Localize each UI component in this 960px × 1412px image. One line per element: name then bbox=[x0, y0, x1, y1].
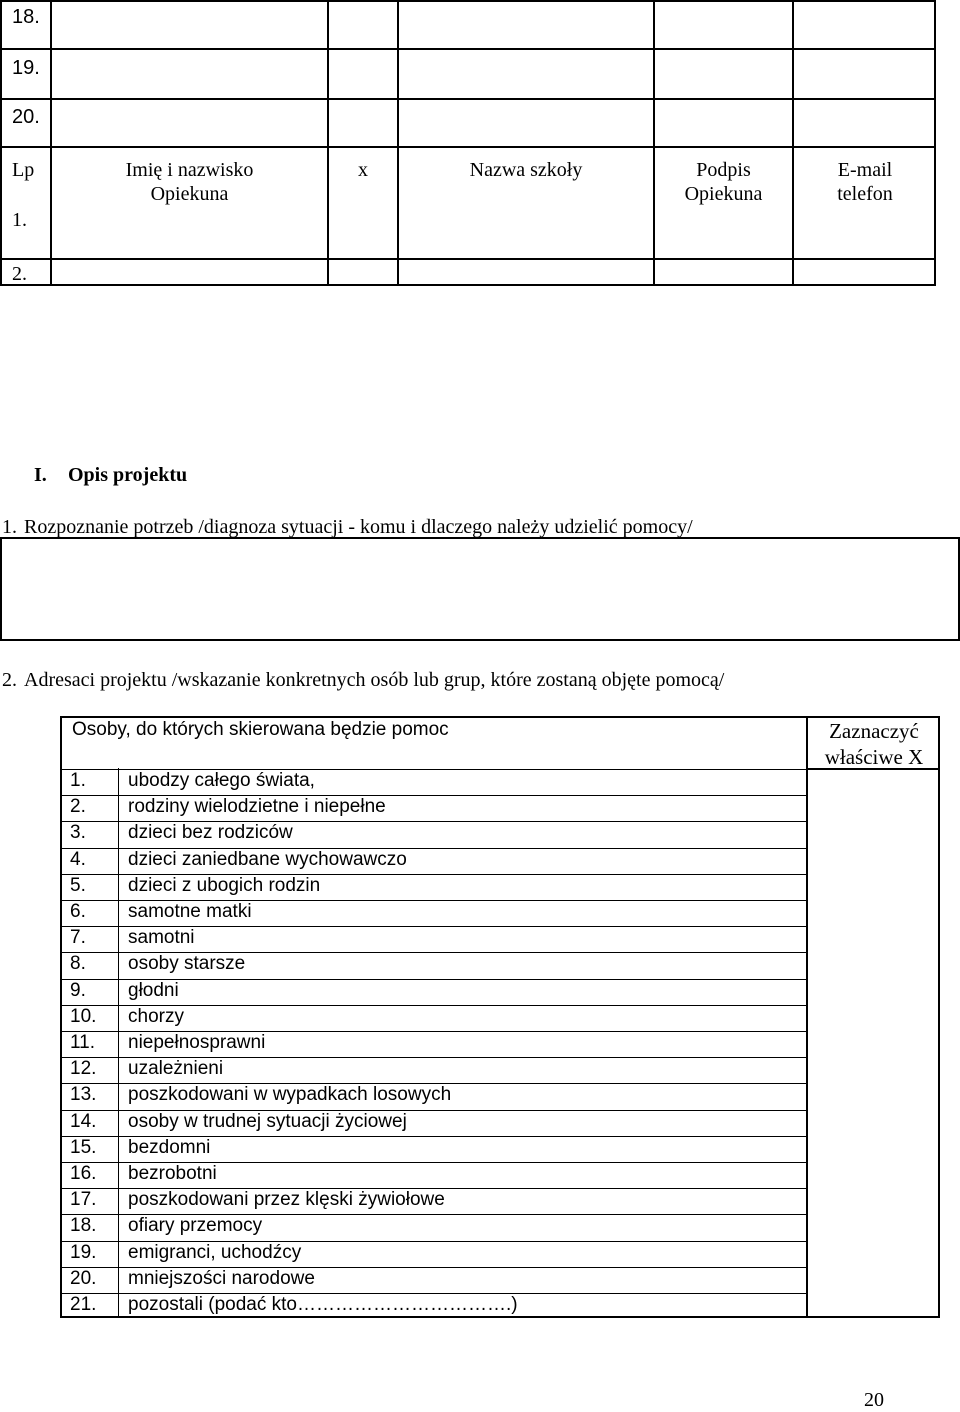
diagnosis-textbox[interactable] bbox=[0, 537, 960, 641]
table-rule bbox=[397, 0, 399, 286]
mark-header-line: właściwe X bbox=[824, 745, 924, 769]
list-item-number: 2. bbox=[70, 796, 86, 818]
list-item-label: uzależnieni bbox=[128, 1058, 224, 1080]
participants-table bbox=[0, 0, 936, 286]
list-item bbox=[62, 821, 808, 847]
list-item bbox=[62, 874, 808, 900]
list-item-label: mniejszości narodowe bbox=[128, 1267, 315, 1289]
section-title: Opis projektu bbox=[68, 464, 188, 486]
row-number: 18. bbox=[12, 6, 40, 28]
list-item-label: dzieci z ubogich rodzin bbox=[128, 874, 321, 896]
question-text: Adresaci projektu /wskazanie konkretnych osób lub grup, które zostaną objęte pomocą/ bbox=[24, 669, 725, 691]
table-rule bbox=[0, 146, 936, 148]
list-item-label: samotne matki bbox=[128, 901, 252, 922]
list-item-number: 3. bbox=[70, 822, 86, 844]
list-item-number: 11. bbox=[70, 1032, 96, 1053]
mark-header bbox=[808, 718, 940, 770]
list-item-label: ubodzy całego świata, bbox=[128, 770, 315, 791]
list-item bbox=[62, 1136, 808, 1162]
header-name-line: Imię i nazwisko bbox=[125, 159, 254, 181]
list-item bbox=[62, 1214, 808, 1240]
list-item-label: chorzy bbox=[128, 1005, 184, 1027]
list-item-number: 14. bbox=[70, 1110, 97, 1132]
question-text: Rozpoznanie potrzeb /diagnoza sytuacji - komu i dlaczego należy udzielić pomocy/ bbox=[24, 516, 693, 538]
list-item-label: poszkodowani przez klęski żywiołowe bbox=[128, 1189, 445, 1211]
table-rule bbox=[0, 98, 936, 100]
list-item-label: osoby starsze bbox=[128, 953, 246, 975]
list-item-number: 9. bbox=[70, 979, 86, 1001]
list-item bbox=[62, 1110, 808, 1136]
list-item-number: 16. bbox=[70, 1163, 97, 1184]
list-item-label: pozostali (podać kto…………………………….) bbox=[128, 1294, 518, 1315]
list-item bbox=[62, 1293, 808, 1319]
list-item-number: 1. bbox=[70, 770, 86, 791]
list-item-label: osoby w trudnej sytuacji życiowej bbox=[128, 1110, 407, 1132]
list-item bbox=[62, 848, 808, 874]
list-item bbox=[62, 1005, 808, 1031]
section-number: I. bbox=[34, 464, 47, 486]
list-item-label: samotni bbox=[128, 927, 195, 949]
list-item-label: niepełnosprawni bbox=[128, 1032, 266, 1053]
list-item bbox=[62, 926, 808, 952]
list-item-number: 17. bbox=[70, 1189, 97, 1211]
mark-header-line: Zaznaczyć bbox=[829, 719, 919, 743]
list-item bbox=[62, 795, 808, 821]
list-item bbox=[62, 1188, 808, 1214]
list-item-number: 10. bbox=[70, 1005, 97, 1027]
list-item-number: 18. bbox=[70, 1215, 97, 1237]
targets-header: Osoby, do których skierowana będzie pomoc bbox=[72, 719, 449, 740]
list-item-label: dzieci bez rodziców bbox=[128, 822, 293, 844]
row-number: 20. bbox=[12, 106, 40, 128]
header-name bbox=[52, 158, 327, 206]
list-item bbox=[62, 900, 808, 926]
header-signature-line: Podpis bbox=[696, 159, 751, 181]
question-number: 2. bbox=[2, 669, 17, 691]
header-lp: Lp bbox=[12, 159, 35, 181]
header-email bbox=[794, 158, 936, 206]
list-item-label: bezdomni bbox=[128, 1136, 211, 1158]
list-item-number: 5. bbox=[70, 874, 86, 896]
list-item-label: głodni bbox=[128, 979, 179, 1001]
row-number: 19. bbox=[12, 57, 40, 79]
header-email-line: E-mail bbox=[837, 159, 893, 181]
table-rule bbox=[0, 48, 936, 50]
header-name-line: Opiekuna bbox=[150, 183, 229, 205]
list-item bbox=[62, 1031, 808, 1057]
list-item-number: 20. bbox=[70, 1267, 97, 1289]
list-item-number: 15. bbox=[70, 1136, 97, 1158]
list-item-number: 12. bbox=[70, 1058, 97, 1080]
list-item-label: dzieci zaniedbane wychowawczo bbox=[128, 848, 407, 870]
list-item-number: 4. bbox=[70, 848, 86, 870]
row-number: 1. bbox=[12, 209, 27, 231]
list-item-number: 13. bbox=[70, 1084, 97, 1106]
table-rule bbox=[327, 0, 329, 286]
page-number: 20 bbox=[864, 1389, 884, 1411]
list-item bbox=[62, 1267, 808, 1293]
header-email-line: telefon bbox=[837, 183, 893, 205]
list-item-label: ofiary przemocy bbox=[128, 1215, 263, 1237]
list-item-number: 19. bbox=[70, 1241, 97, 1263]
list-item bbox=[62, 1057, 808, 1083]
row-number: 2. bbox=[12, 263, 27, 285]
header-school: Nazwa szkoły bbox=[469, 159, 583, 181]
table-rule bbox=[0, 258, 936, 260]
list-item-label: poszkodowani w wypadkach losowych bbox=[128, 1084, 452, 1106]
list-item-label: rodziny wielodzietne i niepełne bbox=[128, 796, 386, 818]
list-item bbox=[62, 1241, 808, 1267]
list-item-label: emigranci, uchodźcy bbox=[128, 1241, 302, 1263]
table-rule bbox=[792, 0, 794, 286]
list-item bbox=[62, 1083, 808, 1109]
list-item-number: 21. bbox=[70, 1294, 97, 1315]
table-border bbox=[0, 0, 936, 286]
list-item-number: 8. bbox=[70, 953, 86, 975]
question-number: 1. bbox=[2, 516, 17, 538]
list-item-number: 6. bbox=[70, 901, 86, 922]
header-signature bbox=[655, 158, 792, 206]
list-item-label: bezrobotni bbox=[128, 1163, 217, 1184]
table-rule bbox=[653, 0, 655, 286]
header-x: x bbox=[358, 159, 368, 181]
list-item-number: 7. bbox=[70, 927, 86, 949]
list-item bbox=[62, 952, 808, 978]
table-rule bbox=[50, 0, 52, 286]
header-signature-line: Opiekuna bbox=[684, 183, 763, 205]
list-item bbox=[62, 769, 808, 795]
list-item bbox=[62, 979, 808, 1005]
list-item bbox=[62, 1162, 808, 1188]
